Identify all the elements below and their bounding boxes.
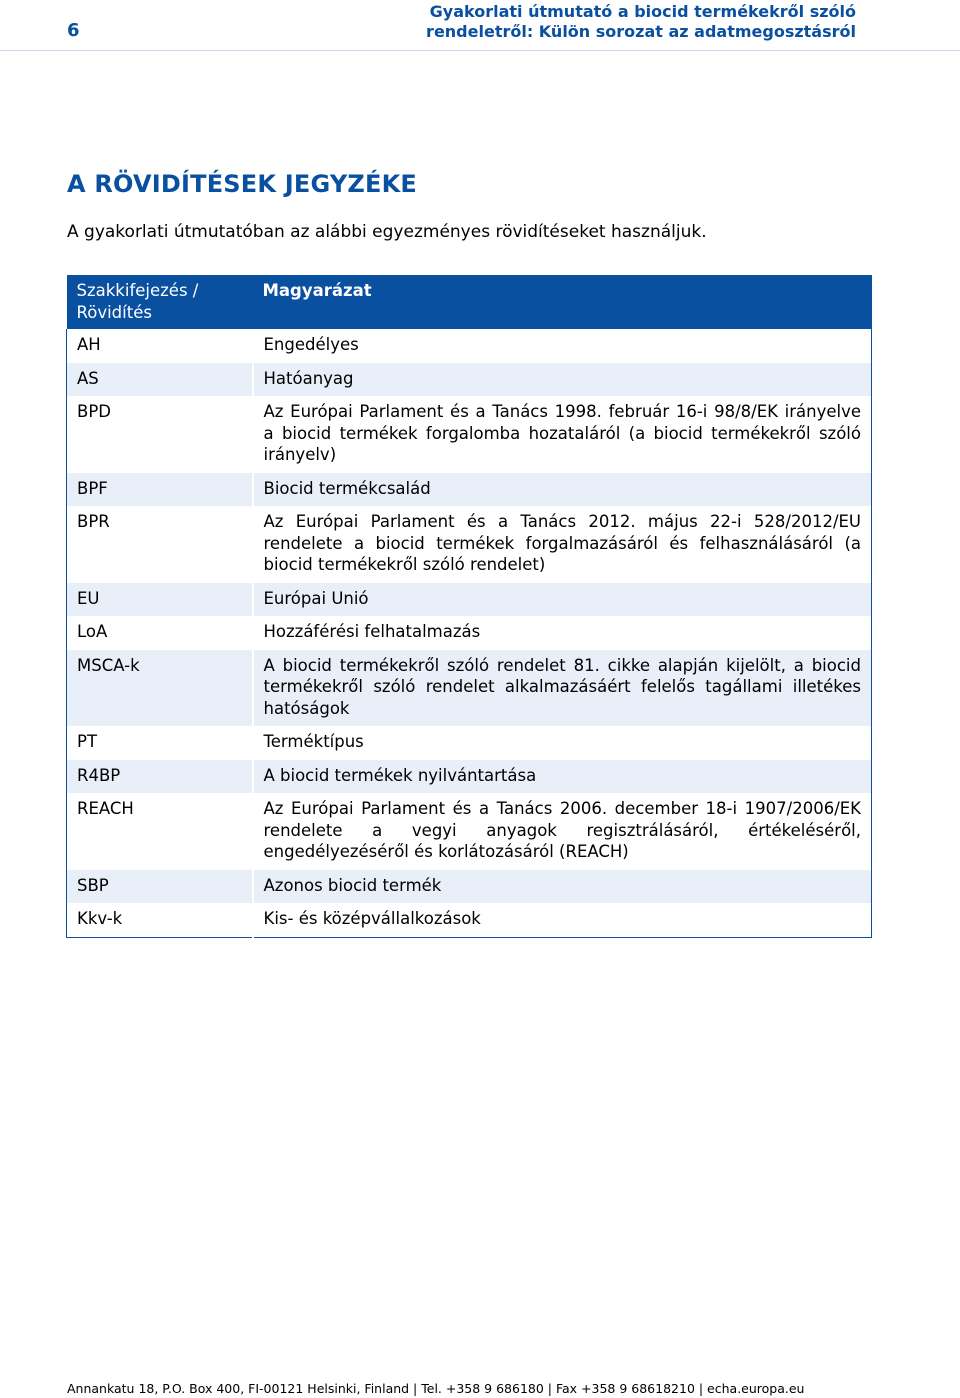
header-divider [0,50,960,51]
term-cell: EU [67,583,253,617]
explanation-cell: Engedélyes [253,329,872,363]
term-cell: R4BP [67,760,253,794]
explanation-cell: A biocid termékekről szóló rendelet 81. cikke alapján kijelölt, a biocid termékekről szóló rendelet alkalmazásáért felelős tagállami illetékes hatóságok [253,650,872,727]
explanation-cell: Az Európai Parlament és a Tanács 2006. december 18-i 1907/2006/EK rendelete a vegyi anyagok regisztrálásáról, értékeléséről, engedélyezéséről és korlátozásáról (REACH) [253,793,872,870]
term-cell: AS [67,363,253,397]
explanation-cell: Azonos biocid termék [253,870,872,904]
term-cell: BPR [67,506,253,583]
explanation-cell: Biocid termékcsalád [253,473,872,507]
table-row [67,506,872,583]
column-header-explanation: Magyarázat [253,275,872,329]
term-cell: Kkv-k [67,903,253,937]
table-row [67,363,872,397]
term-cell: LoA [67,616,253,650]
running-header [296,2,856,42]
explanation-cell: Az Európai Parlament és a Tanács 1998. február 16-i 98/8/EK irányelve a biocid termékek forgalomba hozataláról (a biocid termékekről szóló irányelv) [253,396,872,473]
term-cell: PT [67,726,253,760]
term-cell: SBP [67,870,253,904]
explanation-cell: Kis- és középvállalkozások [253,903,872,937]
table-row [67,903,872,937]
term-cell: BPF [67,473,253,507]
explanation-cell: Hozzáférési felhatalmazás [253,616,872,650]
term-cell: REACH [67,793,253,870]
table-row [67,870,872,904]
page-number: 6 [67,20,80,41]
explanation-cell: Európai Unió [253,583,872,617]
table-row [67,473,872,507]
table-header-row [67,275,872,329]
running-header-line-2: rendeletről: Külön sorozat az adatmegosztásról [426,22,856,41]
intro-paragraph: A gyakorlati útmutatóban az alábbi egyezményes rövidítéseket használjuk. [67,222,707,242]
term-cell: MSCA-k [67,650,253,727]
table-row [67,793,872,870]
term-cell: AH [67,329,253,363]
page-footer: Annankatu 18, P.O. Box 400, FI-00121 Helsinki, Finland | Tel. +358 9 686180 | Fax +358 9 68618210 | echa.europa.eu [67,1381,805,1396]
explanation-cell: A biocid termékek nyilvántartása [253,760,872,794]
table-row [67,760,872,794]
table-row [67,616,872,650]
running-header-line-1: Gyakorlati útmutató a biocid termékekről szóló [429,2,856,21]
term-cell: BPD [67,396,253,473]
explanation-cell: Az Európai Parlament és a Tanács 2012. május 22-i 528/2012/EU rendelete a biocid termékek forgalmazásáról és felhasználásáról (a biocid termékekről szóló rendelet) [253,506,872,583]
table-row [67,583,872,617]
table-row [67,396,872,473]
explanation-cell: Hatóanyag [253,363,872,397]
abbreviations-table [66,275,872,938]
table-row [67,650,872,727]
table-row [67,726,872,760]
page-title: A RÖVIDÍTÉSEK JEGYZÉKE [67,170,417,198]
column-header-term: Szakkifejezés / Rövidítés [67,275,253,329]
table-row [67,329,872,363]
explanation-cell: Terméktípus [253,726,872,760]
